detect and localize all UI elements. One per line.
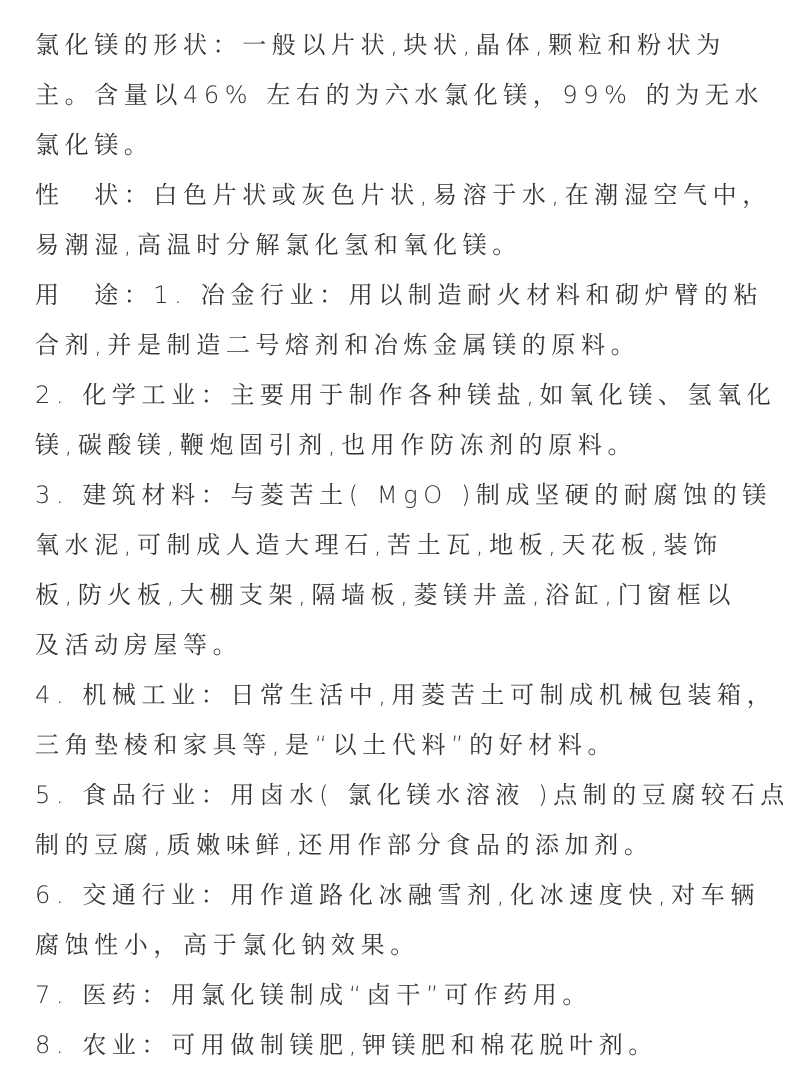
- text-line-uses-building-4: 及活动房屋等。: [35, 631, 243, 659]
- text-line-uses-building-2: 氧水泥,可制成人造大理石,苦土瓦,地板,天花板,装饰: [35, 531, 723, 559]
- text-line-uses-agriculture: 8. 农业：可用做制镁肥,钾镁肥和棉花脱叶剂。: [35, 1031, 658, 1059]
- text-line-uses-transport-1: 6. 交通行业：用作道路化冰融雪剂,化冰速度快,对车辆: [35, 881, 760, 909]
- text-line-uses-building-3: 板,防火板,大棚支架,隔墙板,菱镁井盖,浴缸,门窗框以: [35, 581, 736, 609]
- text-line-uses-metallurgy-1: 用 途：1. 冶金行业：用以制造耐火材料和砌炉臂的粘: [35, 281, 764, 309]
- text-line-uses-transport-2: 腐蚀性小，高于氯化钠效果。: [35, 931, 420, 959]
- text-line-uses-building-1: 3. 建筑材料：与菱苦土( MgO )制成坚硬的耐腐蚀的镁: [35, 481, 772, 509]
- magnesium-chloride-description: [35, 20, 790, 1070]
- text-line-uses-metallurgy-2: 合剂,并是制造二号熔剂和冶炼金属镁的原料。: [35, 331, 641, 359]
- text-line-properties-1: 性 状：白色片状或灰色片状,易溶于水,在潮湿空气中，: [35, 181, 772, 209]
- text-line-shape-1: 氯化镁的形状：一般以片状,块状,晶体,颗粒和粉状为: [35, 31, 726, 59]
- text-line-properties-2: 易潮湿,高温时分解氯化氢和氧化镁。: [35, 231, 522, 259]
- text-line-shape-2: 主。含量以46% 左右的为六水氯化镁，99% 的为无水: [35, 81, 765, 109]
- text-line-uses-medicine: 7. 医药：用氯化镁制成“卤干”可作药用。: [35, 981, 592, 1009]
- text-line-uses-chemical-2: 镁,碳酸镁,鞭炮固引剂,也用作防冻剂的原料。: [35, 431, 638, 459]
- text-line-uses-machinery-1: 4. 机械工业：日常生活中,用菱苦土可制成机械包装箱，: [35, 681, 777, 709]
- text-line-uses-machinery-2: 三角垫棱和家具等,是“以土代料”的好材料。: [35, 731, 618, 759]
- text-line-uses-food-2: 制的豆腐,质嫩味鲜,还用作部分食品的添加剂。: [35, 831, 654, 859]
- text-line-uses-chemical-1: 2. 化学工业：主要用于制作各种镁盐,如氧化镁、氢氧化: [35, 381, 777, 409]
- text-line-uses-food-1: 5. 食品行业：用卤水( 氯化镁水溶液 )点制的豆腐较石点: [35, 781, 790, 809]
- text-line-shape-3: 氯化镁。: [35, 131, 154, 159]
